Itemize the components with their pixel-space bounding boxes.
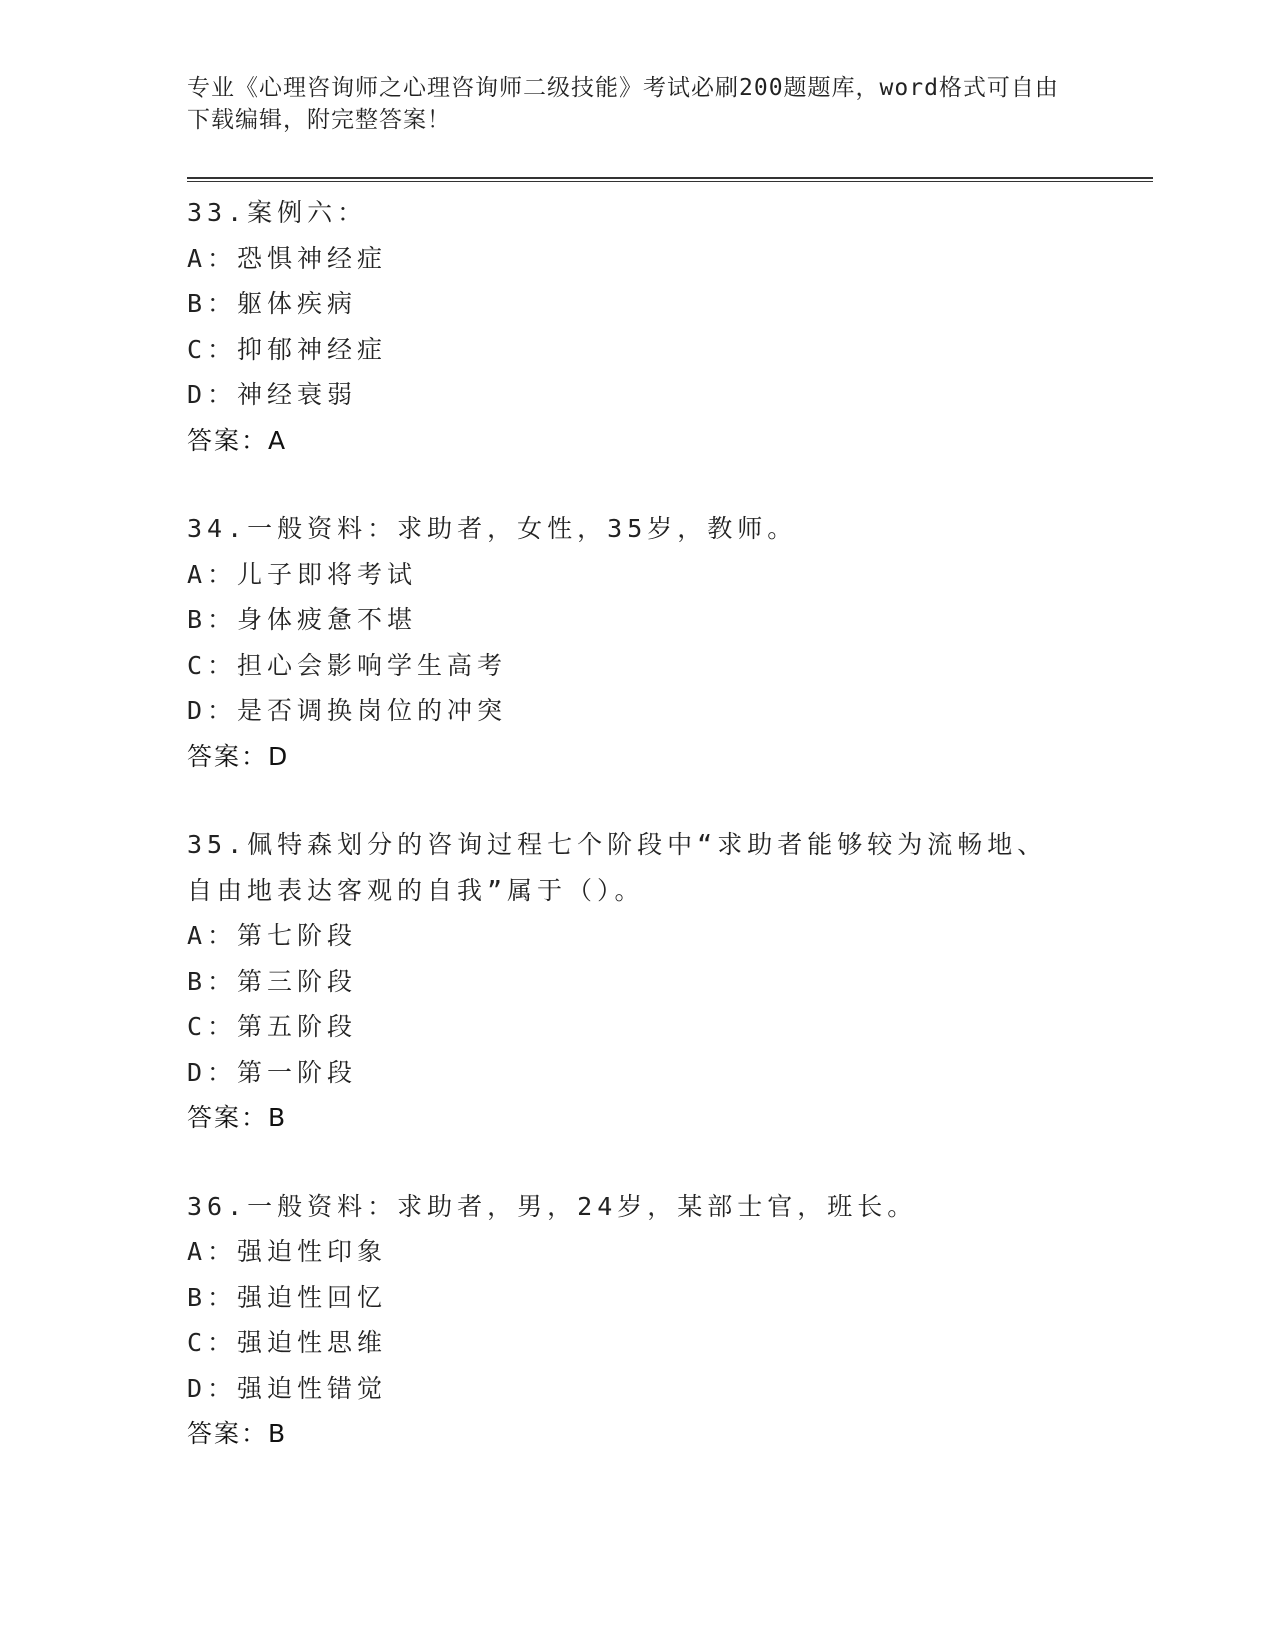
- option-a: A：第七阶段: [187, 921, 358, 950]
- header-divider-thick: [187, 177, 1153, 179]
- option-b: B：强迫性回忆: [187, 1282, 388, 1312]
- option-b: B：身体疲惫不堪: [187, 605, 418, 634]
- question-list: [187, 190, 1087, 1457]
- option-c: C：强迫性思维: [187, 1328, 388, 1357]
- question-stem: 35.佩特森划分的咨询过程七个阶段中“求助者能够较为流畅地、自由地表达客观的自我”属于（）。: [187, 830, 1048, 905]
- option-c: C：担心会影响学生高考: [187, 650, 508, 680]
- answer-line: 答案：D: [187, 741, 290, 771]
- answer-line: 答案：B: [187, 1103, 288, 1132]
- question-block: [187, 1184, 1087, 1457]
- option-a: A：儿子即将考试: [187, 559, 418, 589]
- header-divider-thin: [187, 181, 1153, 182]
- question-block: [187, 190, 1087, 463]
- option-a: A：恐惧神经症: [187, 243, 388, 273]
- option-c: C：抑郁神经症: [187, 334, 388, 364]
- option-a: A：强迫性印象: [187, 1237, 388, 1266]
- option-d: D：神经衰弱: [187, 380, 358, 409]
- answer-line: 答案：B: [187, 1419, 288, 1448]
- question-stem: 36.一般资料：求助者，男，24岁，某部士官，班长。: [187, 1191, 918, 1221]
- question-stem: 33.案例六：: [187, 198, 368, 227]
- question-block: [187, 822, 1087, 1141]
- option-c: C：第五阶段: [187, 1012, 358, 1041]
- option-d: D：强迫性错觉: [187, 1373, 388, 1403]
- question-stem: 34.一般资料：求助者，女性，35岁，教师。: [187, 514, 798, 543]
- option-b: B：第三阶段: [187, 966, 358, 996]
- question-block: [187, 506, 1087, 779]
- option-b: B：躯体疾病: [187, 289, 358, 318]
- answer-line: 答案：A: [187, 425, 288, 455]
- option-d: D：是否调换岗位的冲突: [187, 696, 508, 725]
- document-header: 专业《心理咨询师之心理咨询师二级技能》考试必刷200题题库，word格式可自由下载编辑，附完整答案！: [187, 75, 1059, 133]
- option-d: D：第一阶段: [187, 1057, 358, 1087]
